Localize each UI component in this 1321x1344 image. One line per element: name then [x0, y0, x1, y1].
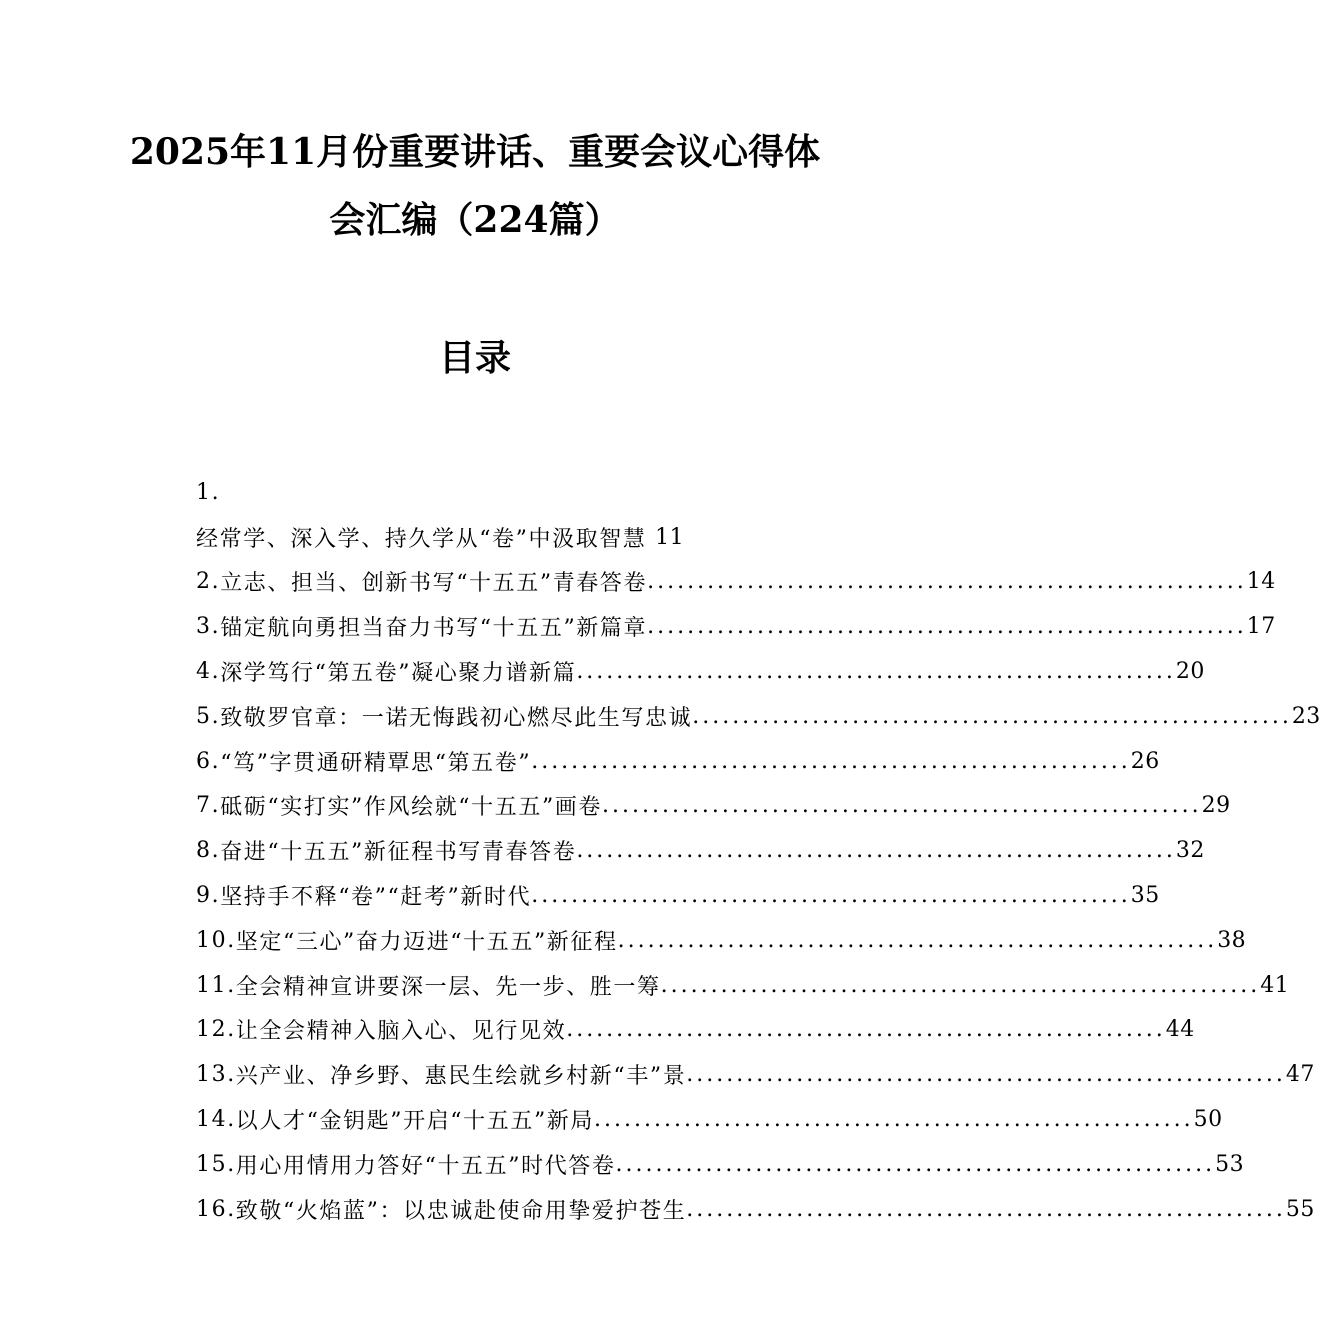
toc-entry-text: 兴产业、净乡野、惠民生绘就乡村新“丰”景 [235, 1064, 687, 1090]
toc-entry[interactable] [196, 1052, 1315, 1097]
toc-entry-number: 7. [196, 793, 221, 819]
toc-entry[interactable] [196, 963, 1290, 1008]
toc-entry-number: 13. [196, 1062, 236, 1088]
toc-entry-text: 立志、担当、创新书写“十五五”青春答卷 [220, 571, 648, 597]
toc-entry-dot-leader: ............................................................ [576, 838, 1176, 864]
toc-entry[interactable] [196, 873, 1160, 918]
toc-entry-page: 17 [1246, 614, 1276, 640]
toc-entry-number: 5. [196, 703, 221, 729]
toc-entry-page: 14 [1246, 569, 1276, 595]
toc-entry-dot-leader: ............................................................ [615, 1151, 1216, 1177]
toc-entry-number: 4. [196, 659, 221, 685]
toc-entry-dot-leader: ............................................................ [594, 1107, 1194, 1133]
toc-entry-dot-leader: ............................................................ [660, 972, 1261, 998]
toc-entry-number: 8. [196, 838, 221, 864]
toc-entry-page: 11 [655, 524, 685, 550]
toc-entry-page: 38 [1217, 927, 1247, 953]
toc-entry-page: 55 [1285, 1196, 1315, 1222]
toc-entry-number: 12. [196, 1017, 236, 1043]
toc-entry-text: 深学笃行“第五卷”凝心聚力谱新篇 [220, 661, 577, 687]
toc-entry-page: 26 [1130, 748, 1160, 774]
toc-entry-text: 让全会精神入脑入心、见行见效 [235, 1019, 567, 1045]
toc-entry-dot-leader: ............................................................ [576, 659, 1176, 685]
toc-entry[interactable] [196, 560, 1276, 605]
toc-entry[interactable] [196, 918, 1247, 963]
toc-entry[interactable] [196, 784, 1231, 829]
document-title-line-1: 2025年11月份重要讲话、重要会议心得体 [129, 131, 821, 173]
toc-entry-text: 以人才“金钥匙”开启“十五五”新局 [235, 1109, 594, 1135]
toc-entry-page: 20 [1175, 659, 1205, 685]
toc-entry-page: 41 [1260, 972, 1290, 998]
toc-entry-dot-leader: ............................................................ [692, 703, 1292, 729]
toc-entry-1-number[interactable] [196, 470, 816, 515]
toc-entry-text: 奋进“十五五”新征程书写青春答卷 [220, 840, 577, 866]
toc-entry-number: 14. [196, 1107, 236, 1133]
toc-entry-text: 坚持手不释“卷”“赶考”新时代 [220, 885, 532, 911]
toc-entry-page: 23 [1291, 703, 1321, 729]
toc-entry-number: 2. [196, 569, 221, 595]
toc-entry-number: 9. [196, 883, 221, 909]
toc-entry-text: 砥砺“实打实”作风绘就“十五五”画卷 [220, 795, 602, 821]
toc-entry-number: 16. [196, 1196, 236, 1222]
toc-entry-number: 1. [196, 479, 221, 505]
toc-entry-dot-leader: ............................................................ [686, 1062, 1286, 1088]
toc-entry-number: 6. [196, 748, 221, 774]
toc-heading: 目录 [438, 337, 511, 379]
toc-entry-page: 50 [1193, 1107, 1223, 1133]
toc-entry-dot-leader: ............................................................ [602, 793, 1202, 819]
toc-entry-page: 35 [1130, 883, 1160, 909]
toc-entry[interactable] [196, 1008, 1195, 1053]
toc-entry-page: 44 [1165, 1017, 1195, 1043]
toc-entry-page: 47 [1285, 1062, 1315, 1088]
toc-entry-text: 锚定航向勇担当奋力书写“十五五”新篇章 [220, 616, 648, 642]
toc-entry-text: 致敬罗官章：一诺无悔践初心燃尽此生写忠诚 [220, 705, 693, 731]
toc-entry-dot-leader: ............................................................ [531, 748, 1131, 774]
toc-entry[interactable] [196, 828, 1205, 873]
toc-entry-number: 3. [196, 614, 221, 640]
toc-entry-dot-leader: ............................................................ [686, 1196, 1286, 1222]
toc-entry[interactable] [196, 649, 1205, 694]
toc-entry[interactable] [196, 694, 1321, 739]
toc-entry-text: 经常学、深入学、持久学从“卷”中汲取智慧 [196, 526, 647, 552]
toc-entry-dot-leader: ............................................................ [566, 1017, 1166, 1043]
toc-entry[interactable] [196, 604, 1276, 649]
toc-entry-number: 11. [196, 972, 236, 998]
toc-entry-page: 53 [1215, 1151, 1245, 1177]
toc-entry[interactable] [196, 1187, 1315, 1232]
toc-entry-space [647, 525, 656, 550]
toc-entry-text: 用心用情用力答好“十五五”时代答卷 [235, 1153, 616, 1179]
toc-entry-text: “笃”字贯通研精覃思“第五卷” [220, 750, 532, 776]
toc-entry-page: 32 [1175, 838, 1205, 864]
toc-entry-1-title[interactable] [196, 515, 816, 560]
toc-entry-text: 全会精神宣讲要深一层、先一步、胜一筹 [235, 974, 661, 1000]
toc-entry-text: 致敬“火焰蓝”：以忠诚赴使命用挚爱护苍生 [235, 1198, 687, 1224]
toc-entry-number: 10. [196, 927, 236, 953]
toc-entry-dot-leader: ............................................................ [531, 883, 1131, 909]
toc-entry-number: 15. [196, 1151, 236, 1177]
toc-entry[interactable] [196, 739, 1160, 784]
table-of-contents [196, 470, 1321, 1232]
toc-entry-text: 坚定“三心”奋力迈进“十五五”新征程 [235, 929, 618, 955]
toc-entry-dot-leader: ............................................................ [617, 927, 1218, 953]
toc-entry-dot-leader: ............................................................ [647, 569, 1247, 595]
toc-entry-dot-leader: ............................................................ [647, 614, 1247, 640]
document-title-line-2: 会汇编（224篇） [329, 199, 621, 241]
toc-entry-page: 29 [1201, 793, 1231, 819]
toc-entry[interactable] [196, 1142, 1245, 1187]
toc-entry[interactable] [196, 1097, 1223, 1142]
